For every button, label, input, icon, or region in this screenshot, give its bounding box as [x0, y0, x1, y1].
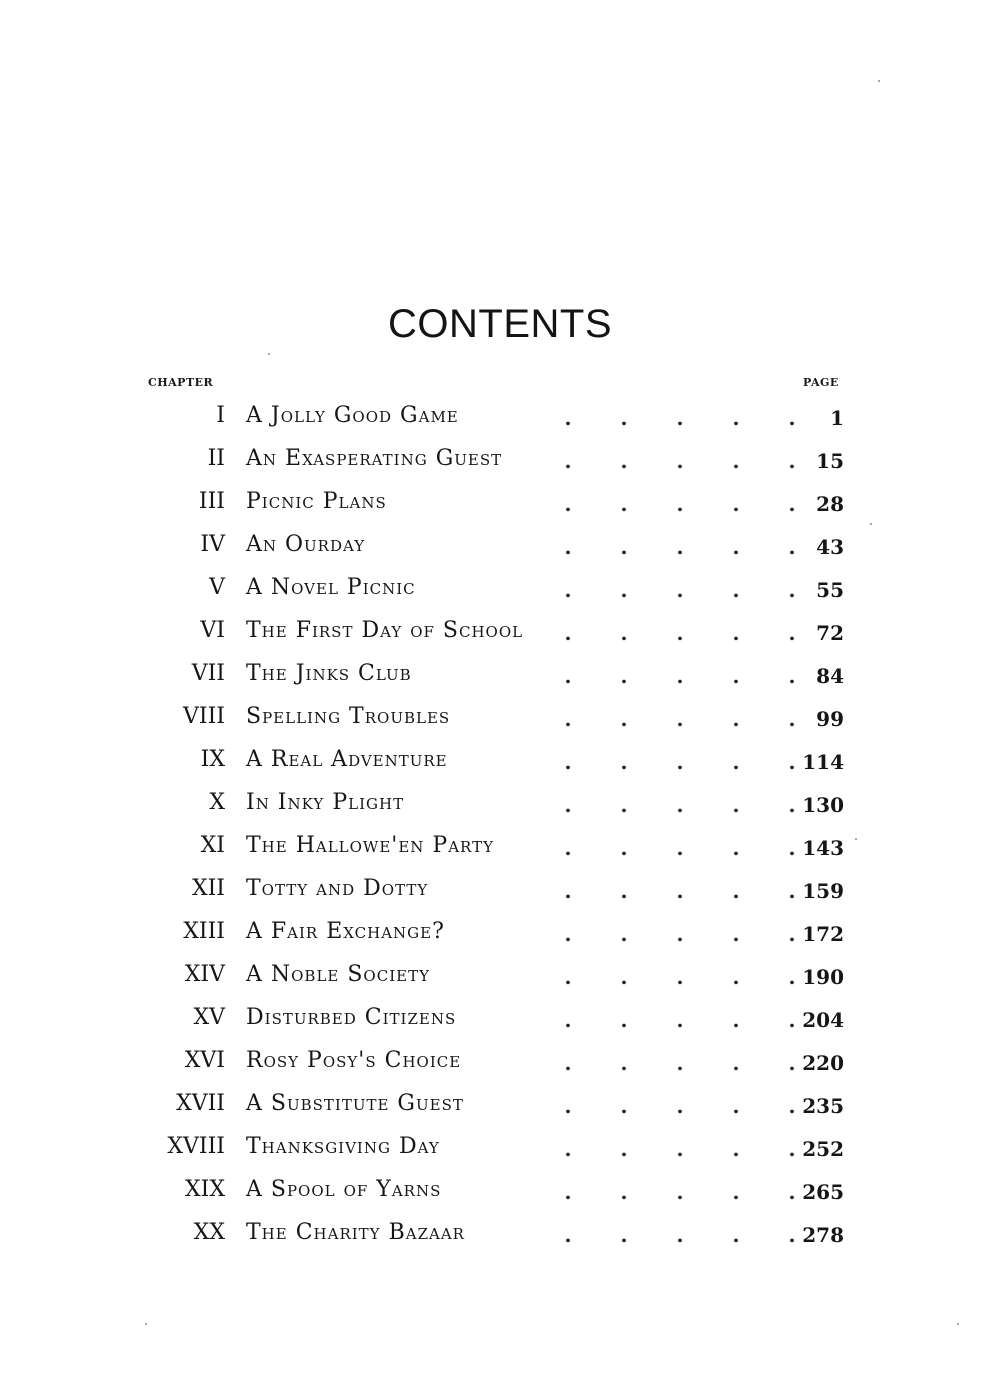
dot-leader: . . . . .	[564, 793, 796, 817]
toc-entry	[0, 1215, 1000, 1258]
dot-leader: . . . . .	[564, 1180, 796, 1204]
dot-leader: . . . . .	[564, 535, 796, 559]
scan-speck	[855, 838, 857, 840]
page-number: 84	[816, 664, 844, 688]
chapter-number: X	[209, 790, 225, 815]
dot-leader: . . . . .	[564, 492, 796, 516]
page-number: 190	[802, 965, 844, 989]
dot-leader: . . . . .	[564, 1223, 796, 1247]
chapter-number: XIII	[183, 919, 225, 944]
table-of-contents	[0, 398, 1000, 1258]
chapter-number: IX	[200, 747, 225, 772]
dot-leader: . . . . .	[564, 922, 796, 946]
page-number: 1	[830, 406, 844, 430]
dot-leader: . . . . .	[564, 836, 796, 860]
page-column-header: PAGE	[803, 376, 839, 389]
scan-speck	[878, 80, 880, 82]
chapter-title: A Spool of Yarns	[246, 1177, 442, 1202]
chapter-title: A Noble Society	[246, 962, 430, 987]
dot-leader: . . . . .	[564, 965, 796, 989]
scan-speck	[870, 523, 872, 525]
page-number: 252	[802, 1137, 844, 1161]
chapter-title: Rosy Posy's Choice	[246, 1048, 462, 1073]
chapter-title: The First Day of School	[246, 618, 524, 643]
toc-entry	[0, 1086, 1000, 1129]
toc-entry	[0, 871, 1000, 914]
chapter-number: XII	[191, 876, 225, 901]
toc-entry	[0, 441, 1000, 484]
dot-leader: . . . . .	[564, 449, 796, 473]
page-number: 130	[802, 793, 844, 817]
chapter-number: VII	[191, 661, 225, 686]
page-number: 55	[816, 578, 844, 602]
chapter-title: Picnic Plans	[246, 489, 387, 514]
scan-speck	[957, 1323, 959, 1325]
chapter-title: An Ourday	[246, 532, 366, 557]
toc-entry	[0, 699, 1000, 742]
page-number: 204	[802, 1008, 844, 1032]
page-number: 72	[816, 621, 844, 645]
chapter-number: II	[207, 446, 225, 471]
dot-leader: . . . . .	[564, 621, 796, 645]
page-number: 220	[802, 1051, 844, 1075]
chapter-title: Thanksgiving Day	[246, 1134, 440, 1159]
chapter-title: Totty and Dotty	[246, 876, 429, 901]
chapter-title: Disturbed Citizens	[246, 1005, 457, 1030]
toc-entry	[0, 1172, 1000, 1215]
chapter-number: VIII	[183, 704, 225, 729]
dot-leader: . . . . .	[564, 1137, 796, 1161]
chapter-number: I	[216, 403, 225, 428]
chapter-title: A Substitute Guest	[246, 1091, 464, 1116]
chapter-column-header: CHAPTER	[148, 376, 214, 389]
chapter-title: A Real Adventure	[246, 747, 448, 772]
dot-leader: . . . . .	[564, 406, 796, 430]
page-number: 235	[802, 1094, 844, 1118]
toc-entry	[0, 527, 1000, 570]
dot-leader: . . . . .	[564, 1051, 796, 1075]
toc-entry	[0, 613, 1000, 656]
page-number: 265	[802, 1180, 844, 1204]
toc-entry	[0, 484, 1000, 527]
toc-entry	[0, 957, 1000, 1000]
scan-speck	[268, 353, 270, 355]
page-number: 99	[816, 707, 844, 731]
chapter-number: XX	[193, 1220, 225, 1245]
toc-entry	[0, 1129, 1000, 1172]
chapter-number: VI	[200, 618, 225, 643]
toc-entry	[0, 656, 1000, 699]
dot-leader: . . . . .	[564, 707, 796, 731]
toc-entry	[0, 785, 1000, 828]
page-number: 15	[816, 449, 844, 473]
page-title: CONTENTS	[388, 302, 612, 346]
toc-entry	[0, 1043, 1000, 1086]
toc-entry	[0, 570, 1000, 613]
chapter-number: V	[209, 575, 225, 600]
toc-entry	[0, 828, 1000, 871]
scan-speck	[145, 1323, 147, 1325]
chapter-number: III	[198, 489, 225, 514]
toc-entry	[0, 914, 1000, 957]
toc-entry	[0, 742, 1000, 785]
chapter-title: The Jinks Club	[246, 661, 412, 686]
chapter-title: A Novel Picnic	[246, 575, 416, 600]
page-number: 114	[802, 750, 844, 774]
chapter-number: XIX	[184, 1177, 225, 1202]
chapter-number: XIV	[184, 962, 225, 987]
page-number: 278	[802, 1223, 844, 1247]
page-number: 28	[816, 492, 844, 516]
chapter-title: An Exasperating Guest	[246, 446, 503, 471]
toc-entry	[0, 1000, 1000, 1043]
dot-leader: . . . . .	[564, 1008, 796, 1032]
chapter-number: XV	[193, 1005, 225, 1030]
page-number: 172	[802, 922, 844, 946]
dot-leader: . . . . .	[564, 879, 796, 903]
chapter-number: XI	[200, 833, 225, 858]
page-number: 143	[802, 836, 844, 860]
toc-entry	[0, 398, 1000, 441]
chapter-number: XVI	[184, 1048, 225, 1073]
chapter-title: A Fair Exchange?	[246, 919, 445, 944]
page-number: 159	[802, 879, 844, 903]
chapter-title: The Hallowe'en Party	[246, 833, 494, 858]
dot-leader: . . . . .	[564, 1094, 796, 1118]
chapter-title: In Inky Plight	[246, 790, 405, 815]
page-number: 43	[816, 535, 844, 559]
dot-leader: . . . . .	[564, 578, 796, 602]
chapter-number: XVIII	[167, 1134, 225, 1159]
chapter-title: Spelling Troubles	[246, 704, 451, 729]
dot-leader: . . . . .	[564, 750, 796, 774]
chapter-title: The Charity Bazaar	[246, 1220, 465, 1245]
dot-leader: . . . . .	[564, 664, 796, 688]
chapter-number: XVII	[176, 1091, 225, 1116]
chapter-title: A Jolly Good Game	[246, 403, 459, 428]
chapter-number: IV	[200, 532, 225, 557]
